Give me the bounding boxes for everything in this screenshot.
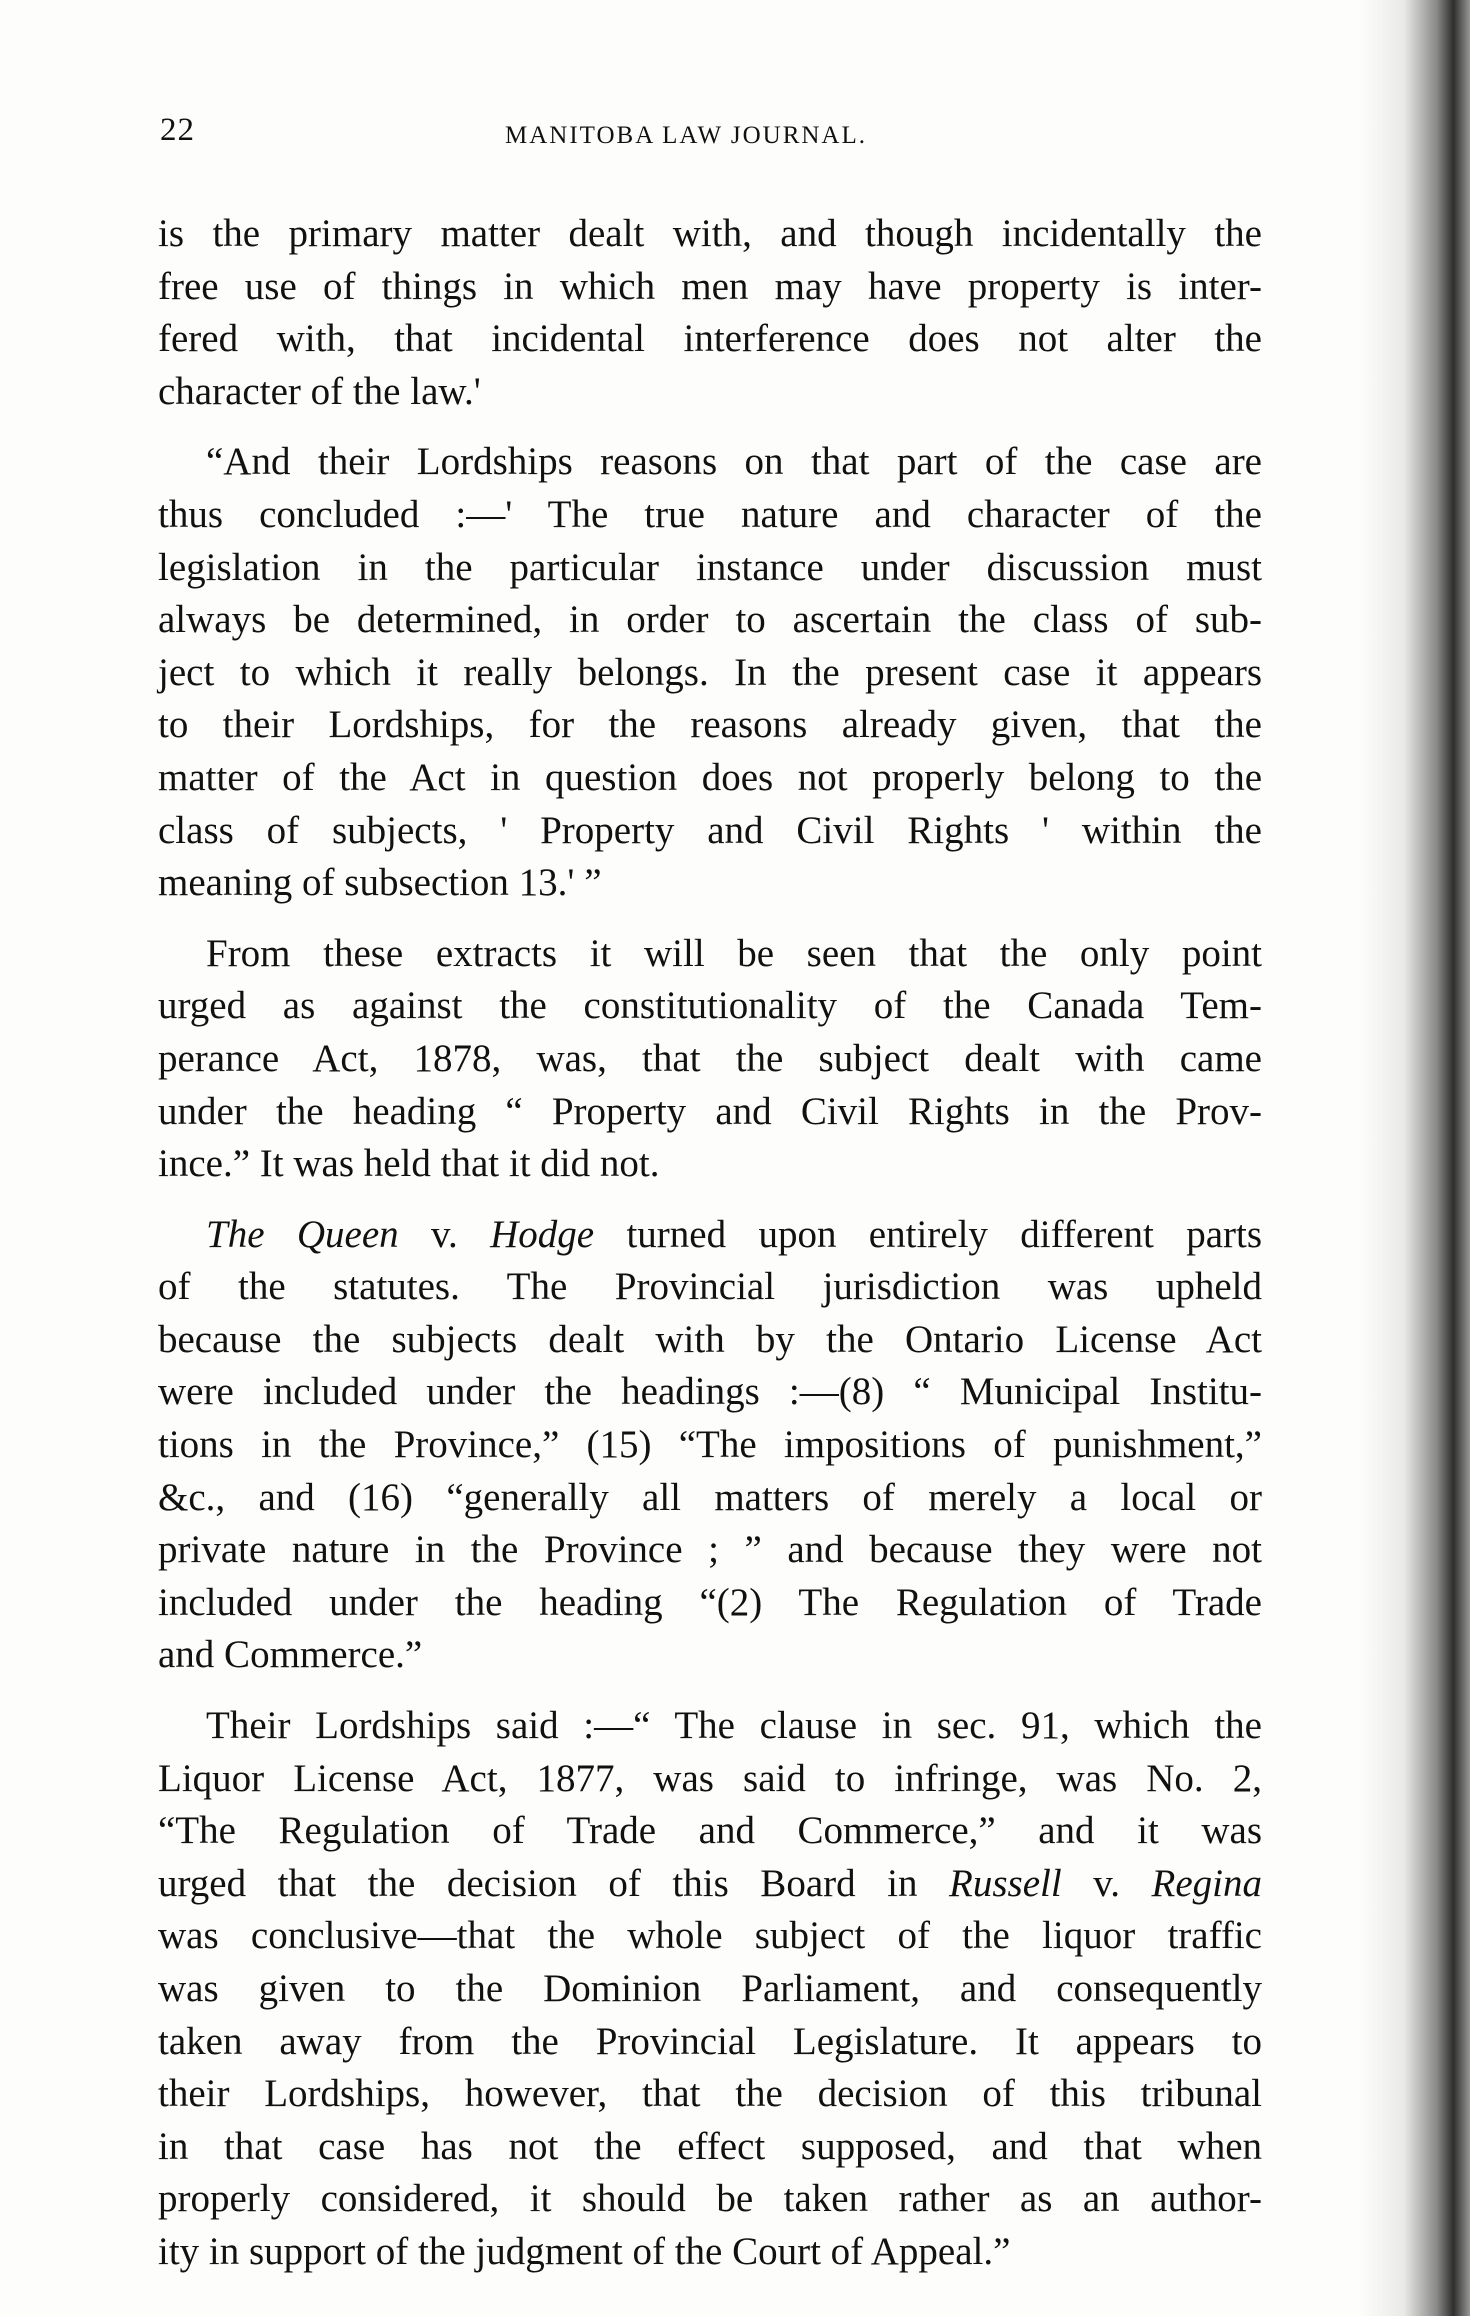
running-title: MANITOBA LAW JOURNAL.: [505, 122, 867, 149]
body-text: [158, 208, 1262, 2297]
text-line: properly considered, it should be taken rather as an author-: [158, 2177, 1262, 2221]
text-line: “The Regulation of Trade and Commerce,” and it was: [158, 1809, 1262, 1853]
text-line: was conclusive—that the whole subject of the liquor traffic: [158, 1914, 1262, 1958]
text-line: of the statutes. The Provincial jurisdiction was upheld: [158, 1265, 1262, 1309]
text-line: legislation in the particular instance under discussion must: [158, 545, 1262, 589]
text-line: in that case has not the effect supposed, and that when: [158, 2124, 1262, 2168]
text-line: [158, 1209, 1262, 1262]
text-line: is the primary matter dealt with, and though incidentally the: [158, 212, 1262, 255]
line-rest: turned upon entirely different parts: [594, 1212, 1263, 1256]
text-line: Their Lordships said :—“ The clause in sec. 91, which the: [206, 1704, 1262, 1748]
text-line: Liquor License Act, 1877, was said to infringe, was No. 2,: [158, 1756, 1262, 1800]
text-line: perance Act, 1878, was, that the subject dealt with came: [158, 1036, 1262, 1080]
text-line: and Commerce.”: [158, 1633, 423, 1677]
text-line: always be determined, in order to ascertain the class of sub-: [158, 598, 1262, 642]
text-line: ince.” It was held that it did not.: [158, 1142, 660, 1186]
line-start: urged that the decision of this Board in: [158, 1861, 950, 1905]
text-line: were included under the headings :—(8) “ Municipal Institu-: [158, 1370, 1262, 1414]
text-line: [158, 1858, 1262, 1911]
text-line: matter of the Act in question does not properly belong to the: [158, 755, 1262, 799]
text-line: was given to the Dominion Parliament, and consequently: [158, 1967, 1262, 2010]
case-name: Regina: [1151, 1861, 1262, 1905]
text-line: ject to which it really belongs. In the present case it appears: [158, 650, 1262, 694]
text-line: thus concluded :—' The true nature and character of the: [158, 492, 1262, 536]
text-line: urged as against the constitutionality of the Canada Tem-: [158, 984, 1262, 1028]
page-header: [160, 112, 1260, 162]
paragraph-5: [158, 1700, 1262, 2279]
versus-text: v.: [398, 1212, 491, 1256]
text-line: their Lordships, however, that the decision of this tribunal: [158, 2072, 1262, 2116]
page-number: 22: [160, 112, 195, 148]
paragraph-1: [158, 208, 1262, 418]
text-line: tions in the Province,” (15) “The impositions of punishment,”: [158, 1423, 1262, 1467]
paragraph-3: [158, 928, 1262, 1191]
case-name: Hodge: [490, 1212, 595, 1256]
text-line: private nature in the Province ; ” and because they were not: [158, 1528, 1262, 1572]
paragraph-2: [158, 436, 1262, 909]
text-line: “And their Lordships reasons on that part of the case are: [206, 440, 1262, 484]
text-line: character of the law.': [158, 369, 481, 413]
versus-text: v.: [1061, 1861, 1152, 1905]
text-line: free use of things in which men may have property is inter-: [158, 264, 1262, 308]
text-line: meaning of subsection 13.' ”: [158, 861, 602, 905]
text-line: ity in support of the judgment of the Court of Appeal.”: [158, 2229, 1011, 2273]
case-name: Russell: [949, 1861, 1062, 1905]
case-name: The Queen: [206, 1212, 399, 1256]
text-line: taken away from the Provincial Legislature. It appears to: [158, 2019, 1262, 2063]
text-line: because the subjects dealt with by the Ontario License Act: [158, 1317, 1262, 1361]
text-line: From these extracts it will be seen that the only point: [206, 931, 1262, 975]
text-line: under the heading “ Property and Civil Rights in the Prov-: [158, 1089, 1262, 1133]
text-line: class of subjects, ' Property and Civil Rights ' within the: [158, 808, 1262, 852]
text-line: &c., and (16) “generally all matters of merely a local or: [158, 1475, 1262, 1519]
text-line: to their Lordships, for the reasons already given, that the: [158, 703, 1262, 747]
binding-shadow: [1360, 0, 1470, 2316]
text-line: fered with, that incidental interference does not alter the: [158, 317, 1262, 361]
text-line: included under the heading “(2) The Regulation of Trade: [158, 1580, 1262, 1624]
paragraph-4: [158, 1209, 1262, 1682]
